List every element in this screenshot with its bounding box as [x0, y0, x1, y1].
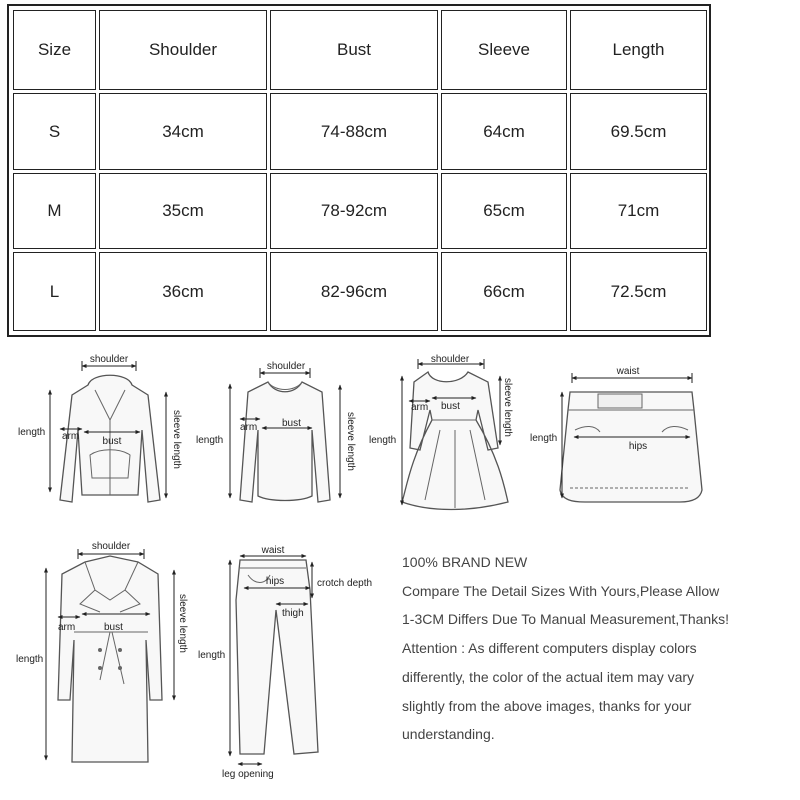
pants-hips-label: hips	[265, 576, 285, 587]
brand-new-note: 100% BRAND NEW	[402, 554, 528, 570]
header-size: Size	[13, 10, 96, 90]
row-length: 69.5cm	[570, 93, 707, 170]
header-sleeve: Sleeve	[441, 10, 567, 90]
coat-shoulder-label: shoulder	[91, 541, 131, 552]
dress-illustration	[402, 372, 508, 510]
color-attention-note-4: understanding.	[402, 726, 495, 743]
pants-crotch-label: crotch depth	[317, 578, 373, 589]
row-bust: 74-88cm	[270, 93, 438, 170]
sweater-diagram	[196, 361, 356, 502]
hoodie-diagram	[18, 354, 182, 502]
row-length: 71cm	[570, 173, 707, 249]
compare-sizes-note: Compare The Detail Sizes With Yours,Please Allow	[402, 582, 720, 599]
measurement-tolerance-note: 1-3CM Differs Due To Manual Measurement,Thanks!	[402, 611, 730, 628]
row-sleeve: 65cm	[441, 173, 567, 249]
pants-leg-opening-label: leg opening	[222, 769, 274, 780]
color-attention-note-3: slightly from the above images, thanks for your	[402, 697, 692, 714]
hoodie-bust-label: bust	[102, 436, 122, 447]
row-size: S	[13, 93, 96, 170]
color-attention-note-2: differently, the color of the actual item may vary	[402, 668, 695, 685]
header-length: Length	[570, 10, 707, 90]
pants-length-label: length	[198, 650, 226, 661]
hoodie-sleeve-label: sleeve length	[171, 410, 182, 469]
row-bust: 82-96cm	[270, 252, 438, 331]
coat-illustration	[58, 556, 162, 762]
size-table	[7, 4, 711, 337]
skirt-length-label: length	[530, 433, 558, 444]
row-bust: 78-92cm	[270, 173, 438, 249]
coat-sleeve-label: sleeve length	[177, 594, 188, 653]
row-shoulder: 35cm	[99, 173, 267, 249]
row-size: L	[13, 252, 96, 331]
product-notes	[402, 548, 797, 749]
pants-thigh-label: thigh	[282, 608, 304, 619]
skirt-diagram	[530, 366, 702, 502]
pants-diagram	[198, 545, 372, 780]
row-shoulder: 36cm	[99, 252, 267, 331]
skirt-waist-label: waist	[616, 366, 640, 377]
pants-illustration	[236, 560, 318, 754]
coat-diagram	[16, 541, 188, 762]
dress-length-label: length	[369, 435, 397, 446]
dress-arm-label: arm	[411, 402, 429, 413]
dress-sleeve-label: sleeve length	[502, 378, 513, 437]
hoodie-shoulder-label: shoulder	[89, 354, 129, 365]
dress-diagram	[369, 354, 513, 510]
coat-bust-label: bust	[104, 622, 123, 633]
header-bust: Bust	[270, 10, 438, 90]
skirt-hips-label: hips	[628, 441, 648, 452]
dress-bust-label: bust	[441, 401, 460, 412]
dress-shoulder-label: shoulder	[430, 354, 470, 365]
sweater-shoulder-label: shoulder	[266, 361, 306, 372]
sweater-bust-label: bust	[282, 418, 301, 429]
row-length: 72.5cm	[570, 252, 707, 331]
row-sleeve: 66cm	[441, 252, 567, 331]
row-shoulder: 34cm	[99, 93, 267, 170]
row-size: M	[13, 173, 96, 249]
sweater-sleeve-label: sleeve length	[345, 412, 356, 471]
header-shoulder: Shoulder	[99, 10, 267, 90]
coat-length-label: length	[16, 654, 44, 665]
sweater-illustration	[240, 382, 330, 502]
sweater-arm-label: arm	[240, 422, 258, 433]
hoodie-length-label: length	[18, 427, 46, 438]
sweater-length-label: length	[196, 435, 224, 446]
coat-arm-label: arm	[58, 622, 76, 633]
pants-waist-label: waist	[261, 545, 285, 556]
hoodie-arm-label: arm	[62, 431, 80, 442]
row-sleeve: 64cm	[441, 93, 567, 170]
color-attention-note: Attention : As different computers display colors	[402, 640, 697, 657]
